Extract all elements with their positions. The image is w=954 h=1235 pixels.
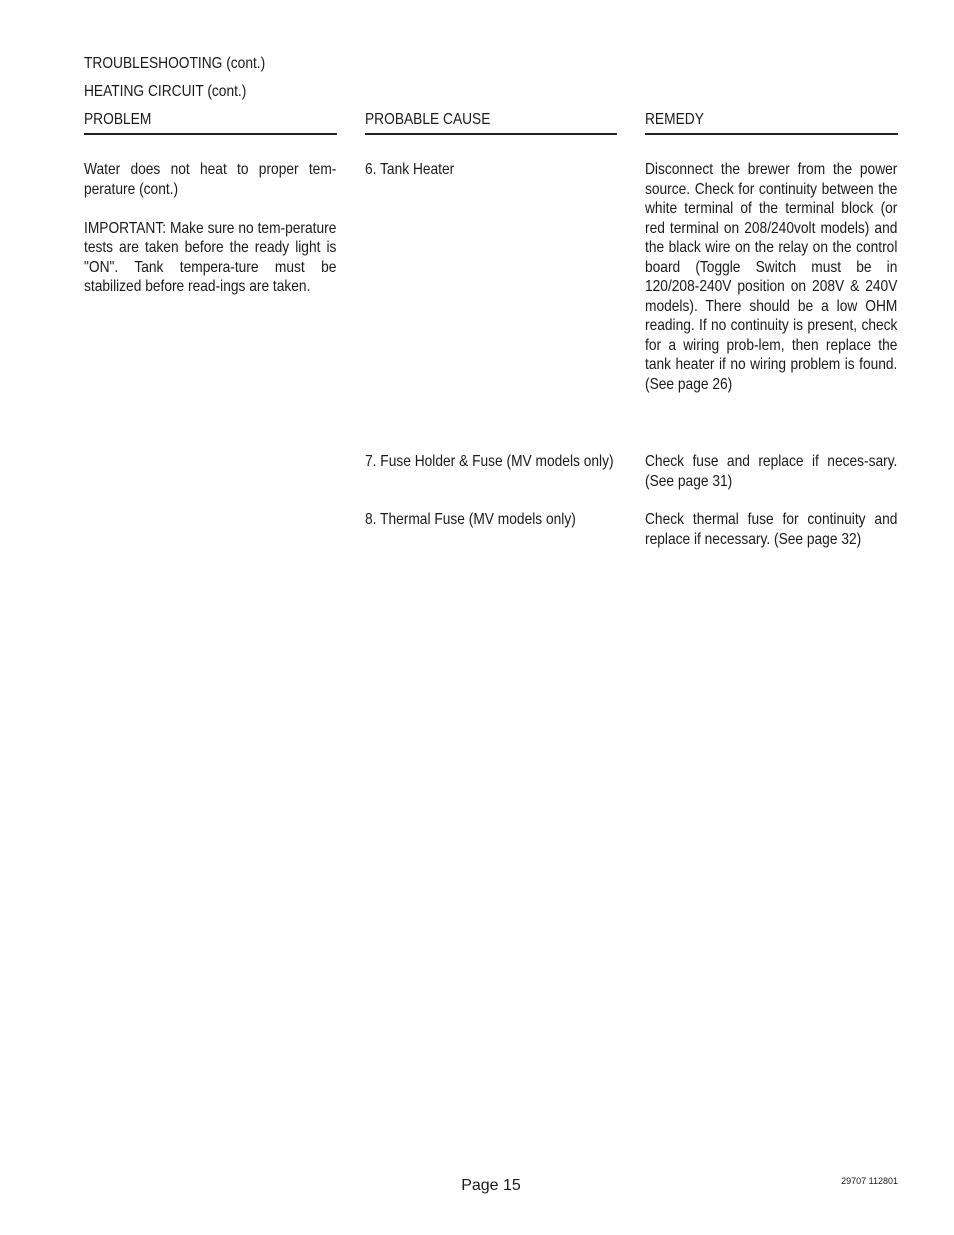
column-header-probable-cause: PROBABLE CAUSE [365, 110, 617, 135]
problem-cell [84, 160, 337, 297]
subsection-title: HEATING CIRCUIT (cont.) [84, 83, 247, 100]
section-title: TROUBLESHOOTING (cont.) [84, 55, 266, 72]
problem-text: Water does not heat to proper tem-perature (cont.) [84, 161, 337, 198]
cause-tank-heater: 6. Tank Heater [365, 161, 455, 178]
cause-fuse-holder: 7. Fuse Holder & Fuse (MV models only) [365, 453, 614, 470]
column-header-remedy: REMEDY [645, 110, 898, 135]
column-header-problem: PROBLEM [84, 110, 337, 135]
problem-important-note: IMPORTANT: Make sure no tem-perature tests are taken before the ready light is "ON". Tank tempera-ture must be stabilized before read-ings are taken. [84, 219, 337, 295]
remedy-tank-heater: Disconnect the brewer from the power source. Check for continuity between the white terminal of the terminal block (or red terminal on 208/240volt models) and the black wire on the relay on the control board (Toggle Switch must be in 120/208-240V position on 208V & 240V models). There should be a low OHM reading. If no continuity is present, check for a wiring prob-lem, then replace the tank heater if no wiring problem is found. (See page 26) [645, 161, 898, 393]
page-number: Page 15 [461, 1177, 521, 1194]
remedy-thermal-fuse: Check thermal fuse for continuity and replace if necessary. (See page 32) [645, 511, 898, 548]
cause-thermal-fuse: 8. Thermal Fuse (MV models only) [365, 511, 576, 528]
document-code: 29707 112801 [841, 1176, 898, 1186]
remedy-fuse-holder: Check fuse and replace if neces-sary. (See page 31) [645, 453, 898, 490]
